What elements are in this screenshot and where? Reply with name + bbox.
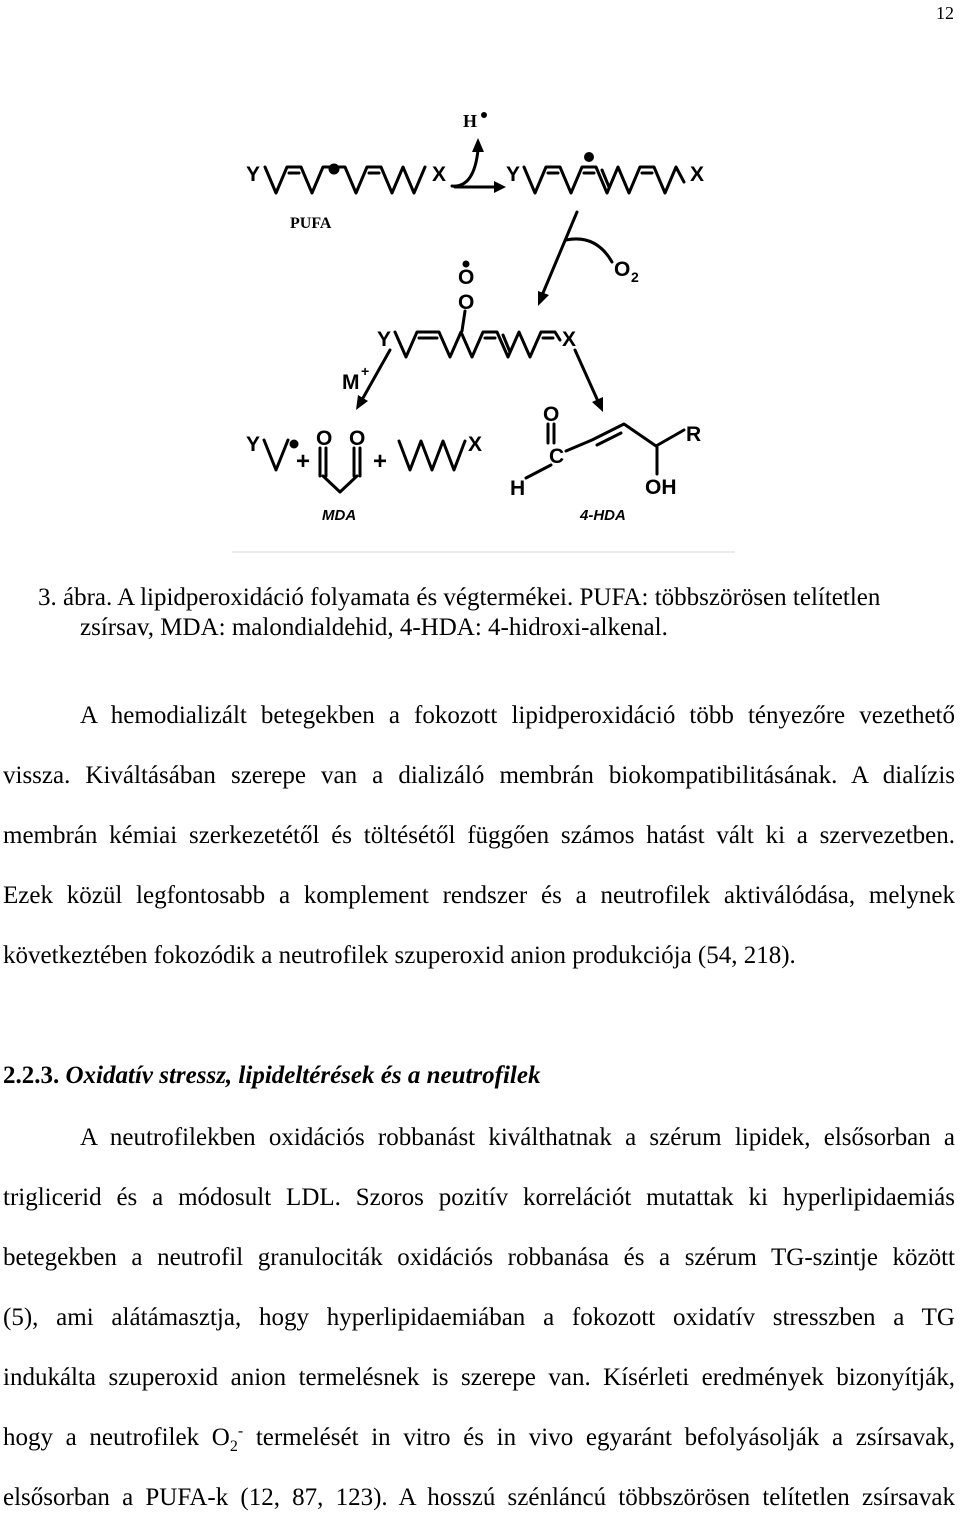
plus-sign: + — [296, 448, 311, 475]
oxygen-addition-arrow — [543, 212, 577, 293]
hda-chain — [566, 424, 684, 451]
arrowhead — [538, 291, 549, 306]
label-hydrogen: H — [510, 477, 526, 500]
line-text: hogy a neutrofilek O — [3, 1424, 230, 1451]
oxygen-curve — [566, 239, 612, 262]
section-number: 2.2.3. — [3, 1062, 60, 1089]
label-o2-subscript: 2 — [631, 269, 639, 285]
arrowhead — [472, 138, 484, 152]
label-x: X — [690, 163, 705, 186]
arrowhead — [494, 181, 506, 193]
subscript: 2 — [229, 1438, 238, 1453]
section-heading — [3, 1061, 540, 1091]
paragraph-line: elsősorban a PUFA-k (12, 87, 123). A hosszú szénláncú többszörösen telítetlen zsírsavak — [3, 1484, 955, 1511]
section-title: Oxidatív stressz, lipideltérések és a neutrofilek — [65, 1062, 541, 1089]
lipid-peroxidation-diagram — [230, 95, 740, 557]
label-oxygen: O — [614, 258, 631, 281]
paragraph-line: következtében fokozódik a neutrofilek szuperoxid anion produkciója (54, 218). — [3, 942, 796, 969]
fragment-chain — [399, 441, 465, 470]
carbonyl-double-bond — [548, 424, 554, 443]
paragraph-line: vissza. Kiváltásában szerepe van a dializáló membrán biokompatibilitásának. A dialízis — [3, 762, 955, 789]
radical-chain — [524, 167, 684, 193]
label-y: Y — [506, 163, 521, 186]
paragraph-line — [3, 1423, 955, 1453]
paragraph-line: betegekben a neutrofil granulociták oxidációs robbanása és a szérum TG-szintje között — [3, 1244, 955, 1271]
label-carbon: C — [549, 445, 565, 468]
label-pufa: PUFA — [290, 215, 332, 232]
label-h-radical: H — [463, 111, 478, 131]
label-4-hda: 4-HDA — [580, 507, 626, 524]
mda-structure — [320, 448, 360, 492]
label-metal: M — [342, 371, 360, 394]
paragraph-line: Ezek közül legfontosabb a komplement rendszer és a neutrofilek aktiválódása, melynek — [3, 882, 955, 909]
label-x: X — [468, 433, 483, 456]
line-text: termelését in vitro és in vivo egyaránt befolyásolják a zsírsavak, — [243, 1424, 955, 1451]
label-hydroxyl: OH — [645, 476, 677, 499]
label-x: X — [562, 328, 577, 351]
label-r-group: R — [686, 423, 702, 446]
label-oxygen: O — [316, 427, 333, 450]
peroxyl-chain — [395, 332, 560, 357]
ch-bond — [526, 465, 551, 478]
paragraph-line: triglicerid és a módosult LDL. Szoros pozitív korrelációt mutattak ki hyperlipidaemiás — [3, 1184, 955, 1211]
fragment-chain — [264, 440, 288, 470]
paragraph-line: indukálta szuperoxid anion termelésnek is szerepe van. Kísérleti eredmények bizonyítják, — [3, 1364, 955, 1391]
label-y: Y — [377, 328, 392, 351]
label-x: X — [432, 163, 447, 186]
plus-sign: + — [373, 448, 388, 475]
paragraph-line: A hemodializált betegekben a fokozott lipidperoxidáció több tényezőre vezethető — [80, 702, 955, 729]
paragraph-line: A neutrofilekben oxidációs robbanást kiválthatnak a szérum lipidek, elsősorban a — [80, 1124, 955, 1151]
label-y: Y — [246, 163, 261, 186]
radical-dot — [329, 164, 340, 175]
h-abstraction-arrow — [452, 150, 478, 186]
label-oxygen: O — [458, 266, 475, 289]
pufa-chain — [265, 167, 425, 193]
label-oxygen: O — [458, 291, 475, 314]
figure-caption-line: zsírsav, MDA: malondialdehid, 4-HDA: 4-hidroxi-alkenal. — [80, 614, 668, 641]
paragraph-line: (5), ami alátámasztja, hogy hyperlipidaemiában a fokozott oxidatív stresszben a TG — [3, 1304, 955, 1331]
paragraph-line: membrán kémiai szerkezetétől és töltésétől függően számos hatást vált ki a szervezetben. — [3, 822, 955, 849]
label-oxygen: O — [543, 403, 560, 426]
radical-dot — [481, 112, 487, 118]
label-mda: MDA — [322, 507, 357, 524]
label-y: Y — [246, 433, 261, 456]
cleavage-arrow-right — [575, 350, 597, 399]
peroxyl-bond — [462, 311, 465, 331]
page-number: 12 — [936, 3, 954, 23]
radical-dot — [584, 152, 594, 162]
label-oxygen: O — [349, 427, 366, 450]
label-metal-charge: + — [361, 363, 370, 379]
figure-caption-line: 3. ábra. A lipidperoxidáció folyamata és végtermékei. PUFA: többszörösen telítetlen — [38, 584, 881, 611]
superscript: - — [237, 1423, 244, 1440]
